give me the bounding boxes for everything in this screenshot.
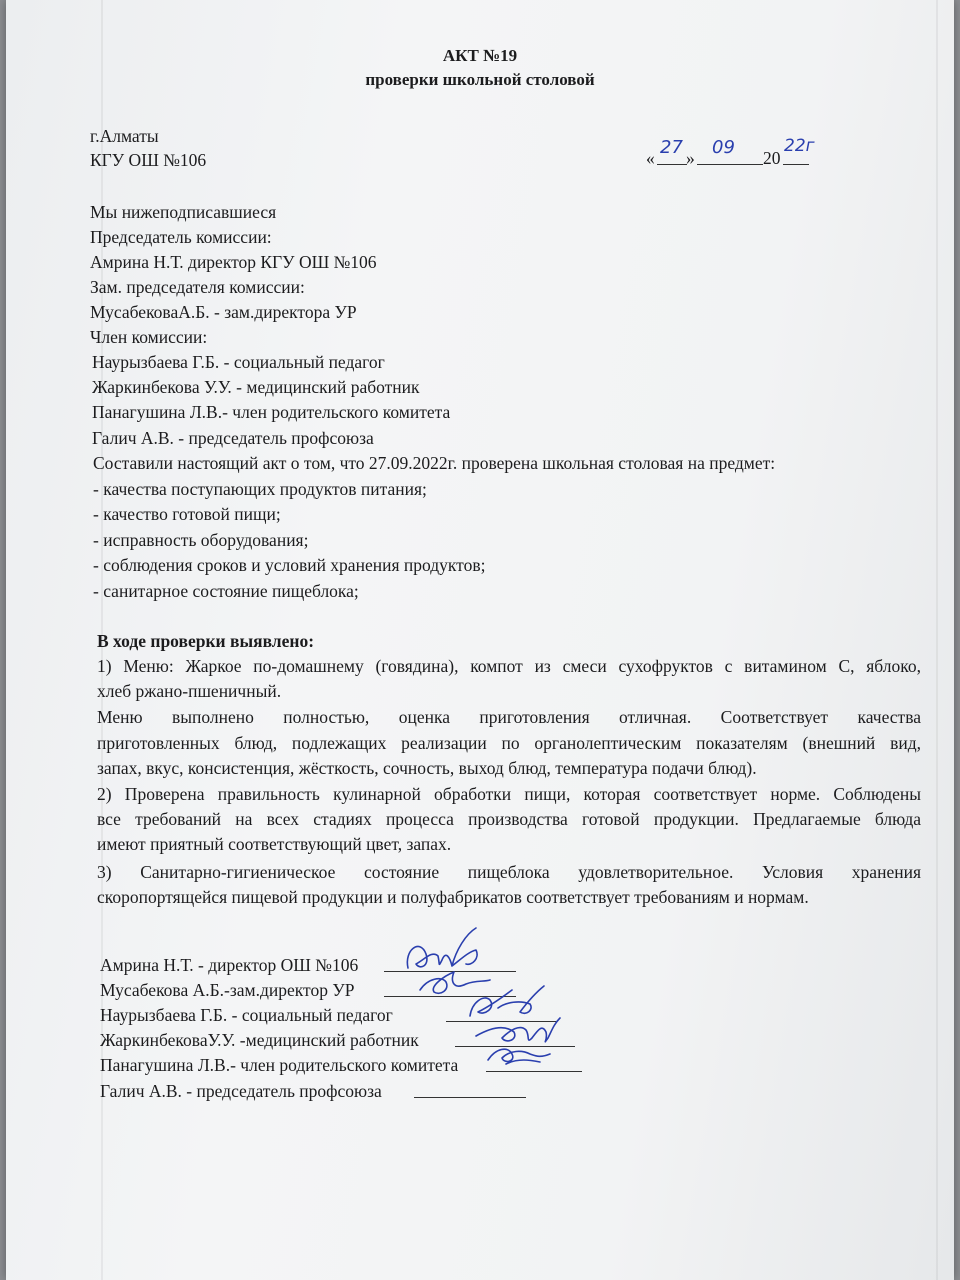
signature-line: ЖаркинбековаУ.У. -медицинский работник xyxy=(100,1030,419,1050)
check-item: - исправность оборудования; xyxy=(93,530,309,550)
city: г.Алматы xyxy=(90,126,159,146)
date-day-line xyxy=(657,164,687,165)
organization: КГУ ОШ №106 xyxy=(90,150,207,170)
signature-nauryzbaeva xyxy=(470,986,544,1016)
findings-line: все требований на всех стадиях процесса производства готовой продукции. Предлагаемые блюда xyxy=(97,809,921,829)
signature-line: Галич А.В. - председатель профсоюза xyxy=(100,1081,382,1101)
date-year-line xyxy=(783,164,809,165)
commission-line: Амрина Н.Т. директор КГУ ОШ №106 xyxy=(90,252,377,272)
findings-line: имеют приятный соответствующий цвет, запах. xyxy=(97,834,452,854)
findings-line: хлеб ржано-пшеничный. xyxy=(97,681,282,701)
date-day-handwritten: 27 xyxy=(660,137,683,158)
commission-line: Панагушина Л.В.- член родительского комитета xyxy=(92,402,451,422)
findings-line: 1) Меню: Жаркое по-домашнему (говядина), компот из смеси сухофруктов с витамином С, яблоко, xyxy=(97,656,921,676)
signature-blank xyxy=(414,1097,526,1098)
findings-line: запах, вкус, консистенция, жёсткость, сочность, выход блюд, температура подачи блюд). xyxy=(97,758,757,778)
check-item: - соблюдения сроков и условий хранения продуктов; xyxy=(93,555,486,575)
date-open-quote: « xyxy=(646,148,655,168)
check-item: - качество готовой пищи; xyxy=(93,504,281,524)
findings-heading: В ходе проверки выявлено: xyxy=(97,631,315,651)
handwritten-signatures xyxy=(380,920,620,1090)
signature-zharkinbekova xyxy=(476,1018,560,1042)
paper-fold xyxy=(936,0,938,1280)
statement-text: Составили настоящий акт о том, что 27.09.2022г. проверена школьная столовая на предмет: xyxy=(93,453,776,473)
signature-amrina xyxy=(407,928,477,968)
findings-line: 3) Санитарно-гигиеническое состояние пищеблока удовлетворительное. Условия хранения xyxy=(97,862,921,882)
commission-line: Жаркинбекова У.У. - медицинский работник xyxy=(92,377,420,397)
document-subtitle: проверки школьной столовой xyxy=(365,70,595,89)
date-month-line xyxy=(697,164,763,165)
findings-line: 2) Проверена правильность кулинарной обработки пищи, которая соответствует норме. Соблюдены xyxy=(97,784,921,804)
signature-line: Амрина Н.Т. - директор ОШ №106 xyxy=(100,955,359,975)
signature-line: Наурызбаева Г.Б. - социальный педагог xyxy=(100,1005,393,1025)
intro-text: Мы нижеподписавшиеся xyxy=(90,202,277,222)
commission-line: Галич А.В. - председатель профсоюза xyxy=(92,428,374,448)
commission-line: Наурызбаева Г.Б. - социальный педагог xyxy=(92,352,385,372)
date-close-quote: » xyxy=(686,148,695,168)
check-item: - качества поступающих продуктов питания; xyxy=(93,479,427,499)
commission-line: МусабековаА.Б. - зам.директора УР xyxy=(90,302,357,322)
date-year-prefix: 20 xyxy=(763,148,781,168)
signature-line: Мусабекова А.Б.-зам.директор УР xyxy=(100,980,355,1000)
document-title: АКТ №19 xyxy=(442,46,518,65)
findings-line: Меню выполнено полностью, оценка приготовления отличная. Соответствует качества xyxy=(97,707,921,727)
commission-line: Председатель комиссии: xyxy=(90,227,272,247)
signature-line: Панагушина Л.В.- член родительского комитета xyxy=(100,1055,459,1075)
date-month-handwritten: 09 xyxy=(712,137,735,158)
date-year-handwritten: 22г xyxy=(784,136,815,156)
commission-line: Член комиссии: xyxy=(90,327,208,347)
signature-musabekova xyxy=(420,972,490,993)
findings-line: приготовленных блюд, подлежащих реализации по органолептическим показателям (внешний вид, xyxy=(97,733,921,753)
findings-line: скоропортящейся пищевой продукции и полуфабрикатов соответствует требованиям и нормам. xyxy=(97,887,809,907)
signature-panagushina xyxy=(488,1049,550,1064)
commission-line: Зам. председателя комиссии: xyxy=(90,277,305,297)
check-item: - санитарное состояние пищеблока; xyxy=(93,581,359,601)
